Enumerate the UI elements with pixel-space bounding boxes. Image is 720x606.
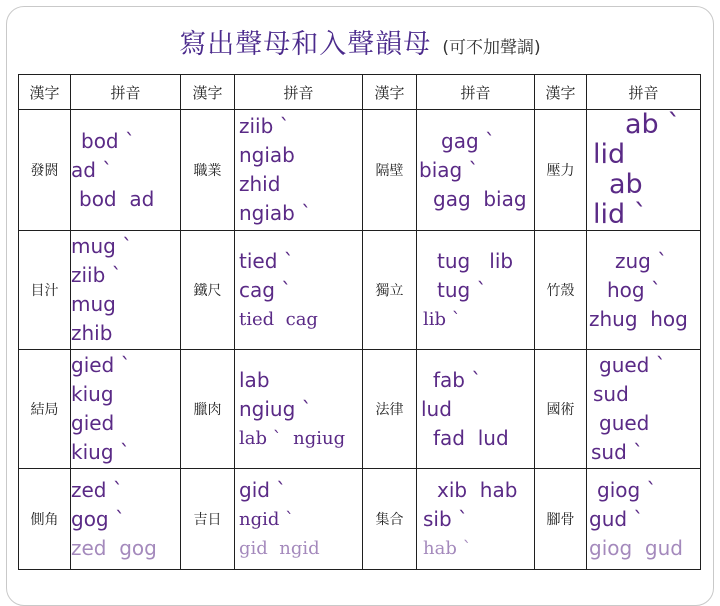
pinyin-line: gued `	[599, 353, 666, 377]
hanzi-cell: 臘肉	[181, 350, 235, 469]
pinyin-cell	[587, 110, 701, 231]
hanzi-cell: 目汁	[19, 231, 71, 350]
pinyin-line: sib `	[423, 506, 469, 531]
pinyin-line: gag biag	[433, 186, 527, 211]
pinyin-line: lud	[421, 396, 452, 421]
pinyin-cell	[587, 350, 701, 469]
pinyin-line: kiug `	[71, 440, 130, 464]
pinyin-cell	[587, 231, 701, 350]
hanzi-cell: 職業	[181, 110, 235, 231]
pinyin-line: bod `	[81, 128, 135, 153]
header-row	[19, 75, 701, 110]
title-main: 寫出聲母和入聲韻母	[179, 29, 432, 60]
pinyin-line: ngiug `	[239, 396, 312, 421]
pinyin-line: zhib	[71, 321, 113, 345]
pinyin-line: mug `	[71, 234, 133, 258]
pinyin-line: zhug hog	[589, 306, 688, 331]
pinyin-line: lid	[593, 139, 626, 170]
hanzi-cell: 結局	[19, 350, 71, 469]
header-cell-hanzi: 漢字	[535, 75, 587, 110]
pinyin-line: ab `	[625, 109, 681, 140]
hanzi-cell: 鐵尺	[181, 231, 235, 350]
hanzi-cell: 法律	[363, 350, 417, 469]
pinyin-line: ngiab	[239, 143, 295, 167]
pinyin-line: fad lud	[433, 425, 509, 450]
slide-title	[0, 22, 720, 61]
header-cell-hanzi: 漢字	[181, 75, 235, 110]
pinyin-line: gid ngid	[239, 537, 320, 559]
header-cell-pinyin: 拼音	[71, 75, 181, 110]
pinyin-line: mug	[71, 292, 116, 316]
pinyin-cell	[71, 350, 181, 469]
pinyin-line: bod ad	[79, 186, 155, 211]
pinyin-cell	[417, 110, 535, 231]
pinyin-line: zug `	[615, 248, 668, 273]
table-row	[19, 350, 701, 469]
pinyin-line: gud `	[589, 506, 644, 531]
pinyin-line: sud `	[591, 440, 644, 464]
pinyin-line: gog `	[71, 506, 125, 531]
pinyin-line: tug lib	[437, 248, 514, 273]
pinyin-line: zhid	[239, 172, 281, 196]
pinyin-line: biag `	[419, 157, 479, 182]
pinyin-line: ziib `	[71, 263, 122, 287]
hanzi-cell: 吉日	[181, 469, 235, 570]
hanzi-cell: 國術	[535, 350, 587, 469]
pinyin-line: xib hab	[437, 477, 518, 502]
pinyin-line: tug `	[437, 277, 487, 302]
table-row	[19, 110, 701, 231]
hanzi-cell: 發閼	[19, 110, 71, 231]
pinyin-line: tied cag	[239, 308, 318, 330]
pinyin-table	[18, 74, 701, 570]
pinyin-line: zed `	[71, 477, 123, 502]
hanzi-cell: 集合	[363, 469, 417, 570]
pinyin-line: lab ` ngiug	[239, 427, 346, 449]
pinyin-cell	[71, 469, 181, 570]
pinyin-line: giog `	[597, 477, 657, 502]
hanzi-cell: 側角	[19, 469, 71, 570]
pinyin-cell	[235, 231, 363, 350]
pinyin-cell	[417, 469, 535, 570]
pinyin-line: ab	[609, 169, 643, 200]
pinyin-line: gid `	[239, 477, 287, 502]
header-cell-pinyin: 拼音	[417, 75, 535, 110]
header-cell-hanzi: 漢字	[19, 75, 71, 110]
pinyin-cell	[417, 231, 535, 350]
pinyin-line: ziib `	[239, 114, 290, 138]
hanzi-cell: 隔壁	[363, 110, 417, 231]
title-subtitle: (可不加聲調)	[442, 38, 541, 58]
table-row	[19, 231, 701, 350]
pinyin-cell	[235, 469, 363, 570]
pinyin-line: ngiab `	[239, 201, 312, 225]
hanzi-cell: 壓力	[535, 110, 587, 231]
pinyin-cell	[71, 231, 181, 350]
header-cell-pinyin: 拼音	[587, 75, 701, 110]
header-cell-pinyin: 拼音	[235, 75, 363, 110]
pinyin-cell	[587, 469, 701, 570]
pinyin-cell	[417, 350, 535, 469]
pinyin-line: hab `	[423, 537, 472, 559]
hanzi-cell: 獨立	[363, 231, 417, 350]
pinyin-line: cag `	[239, 277, 292, 302]
pinyin-line: ad `	[71, 157, 113, 182]
pinyin-cell	[71, 110, 181, 231]
pinyin-cell	[235, 350, 363, 469]
hanzi-cell: 腳骨	[535, 469, 587, 570]
pinyin-line: sud	[593, 382, 629, 406]
table-row	[19, 469, 701, 570]
header-cell-hanzi: 漢字	[363, 75, 417, 110]
pinyin-line: fab `	[433, 367, 482, 392]
pinyin-line: gag `	[441, 128, 496, 153]
pinyin-line: ngid `	[239, 508, 295, 530]
pinyin-line: lib `	[423, 308, 461, 330]
pinyin-line: kiug	[71, 382, 114, 406]
pinyin-line: hog `	[607, 277, 661, 302]
pinyin-line: lab	[239, 367, 270, 392]
pinyin-line: giog gud	[589, 535, 683, 560]
pinyin-line: lid `	[593, 199, 648, 230]
pinyin-line: zed gog	[71, 535, 157, 560]
pinyin-line: gied `	[71, 353, 131, 377]
pinyin-cell	[235, 110, 363, 231]
pinyin-line: gued	[599, 411, 650, 435]
pinyin-line: tied `	[239, 248, 294, 273]
hanzi-cell: 竹殼	[535, 231, 587, 350]
pinyin-line: gied	[71, 411, 115, 435]
